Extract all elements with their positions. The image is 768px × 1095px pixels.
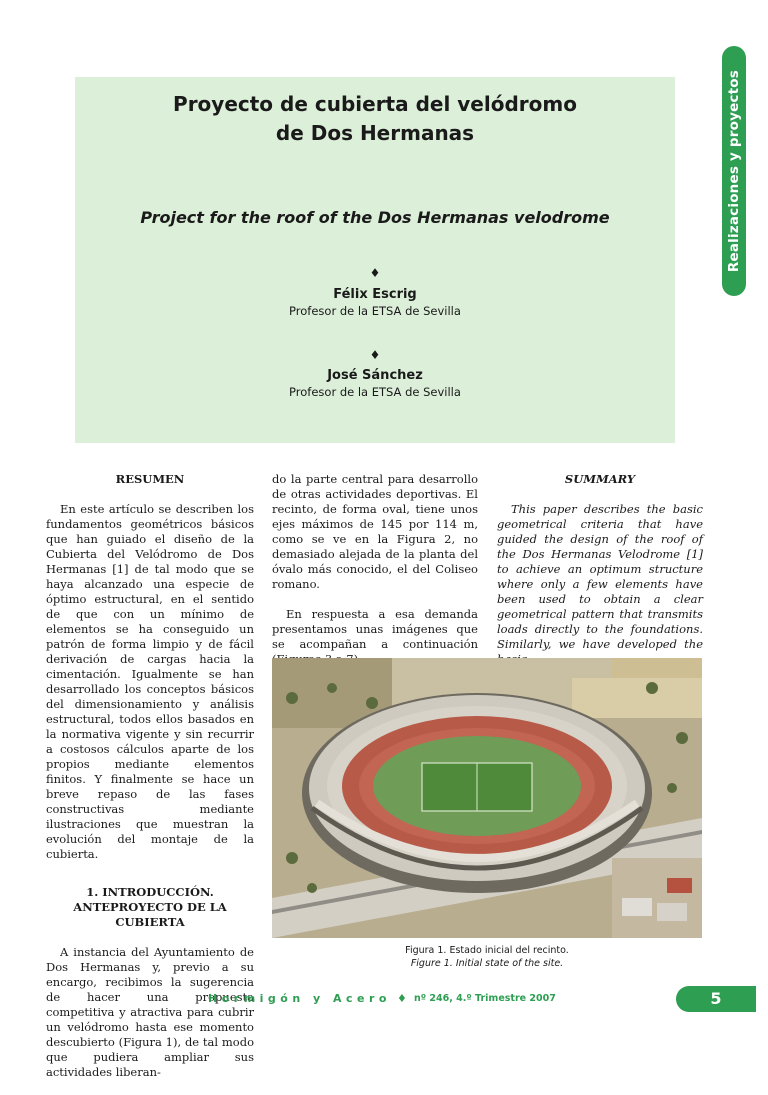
issue-info: nº 246, 4.º Trimestre 2007 — [414, 993, 556, 1004]
section-side-tab-label: Realizaciones y proyectos — [726, 69, 742, 273]
intro-paragraph: A instancia del Ayuntamiento de Dos Hermanas y, previo a su encargo, recibimos la sugerencia de hacer una propuesta competitiva y atractiva para cubrir un velódromo hasta ese momento descubierto (Figura 1), de tal modo que pudiera ampliar sus actividades liberan- — [46, 945, 254, 1079]
author-affiliation: Profesor de la ETSA de Sevilla — [289, 304, 461, 318]
author-name: Félix Escrig — [333, 287, 417, 302]
section-side-tab-label-wrap — [722, 46, 746, 296]
author-affiliation: Profesor de la ETSA de Sevilla — [289, 385, 461, 399]
section-heading-line2: ANTEPROYECTO DE LA — [73, 900, 227, 914]
summary-heading: SUMMARY — [564, 472, 636, 486]
section-heading-line1: 1. INTRODUCCIÓN. — [86, 885, 214, 899]
middle-paragraph: En respuesta a esa demanda presentamos unas imágenes que se acompañan a continuación — [272, 607, 478, 651]
stadium-aerial-photo — [272, 658, 702, 938]
page-number: 5 — [710, 989, 722, 1008]
article-title-line1: Proyecto de cubierta del velódromo — [173, 92, 577, 116]
section-heading — [46, 885, 254, 930]
middle-paragraph: do la parte central para desarrollo de otras actividades deportivas. El recinto, de forma oval, tiene unos ejes máximos de 145 por 114 m, como se ve en la Figura 2, no demasiado alejada de la planta del óvalo más conocido, el del Coliseo romano. — [272, 472, 478, 591]
abstract-heading: RESUMEN — [115, 472, 185, 486]
stadium-aerial-illustration — [272, 658, 702, 938]
summary-text: This paper describes the basic geometrical criteria that have guided the design of the roof of the Dos Hermanas Velodrome [1] to achieve an optimum structure where only a few elements have been used to obtain a clear geometrical pattern that transmits loads directly to the foundations. Similarly, we have developed the — [497, 502, 703, 651]
article-title — [75, 90, 675, 148]
abstract-text: En este artículo se describen los fundamentos geométricos básicos que han guiado el diseño de la Cubierta del Velódromo de Dos Hermanas [1] de tal modo que se haya alcanzado una especie de óptimo estructural, en el sentido de que con un mínimo de elementos se ha conseguido un patrón de forma limpio y de fácil derivación de cargas hacia la cimentación. Igualmente se han desarrollado los conceptos básicos del dimensionamiento y análisis estructural, todos ellos basados en la normativa vigente y sin recurrir a costosos cálculos aparte de los propios mediante elementos finitos. Y finalmente se hace un breve repaso de las fases constructivas mediante ilustraciones que muestran la evolución del montaje de la cubierta. — [46, 502, 254, 861]
separator-diamond-icon: ♦ — [369, 266, 381, 280]
article-subtitle: Project for the roof of the Dos Hermanas velodrome — [140, 208, 610, 227]
article-title-line2: de Dos Hermanas — [275, 121, 475, 145]
author-name: José Sánchez — [327, 368, 423, 383]
figure-caption-es: Figura 1. Estado inicial del recinto. — [405, 945, 569, 956]
figure-caption-en: Figure 1. Initial state of the site. — [410, 958, 564, 969]
section-heading-line3: CUBIERTA — [115, 915, 185, 929]
middle-column — [272, 472, 478, 682]
separator-diamond-icon: ♦ — [369, 348, 381, 362]
journal-name: Hormigón y Acero — [208, 992, 391, 1005]
right-column — [497, 472, 703, 682]
footer-diamond-icon: ♦ — [397, 992, 407, 1005]
